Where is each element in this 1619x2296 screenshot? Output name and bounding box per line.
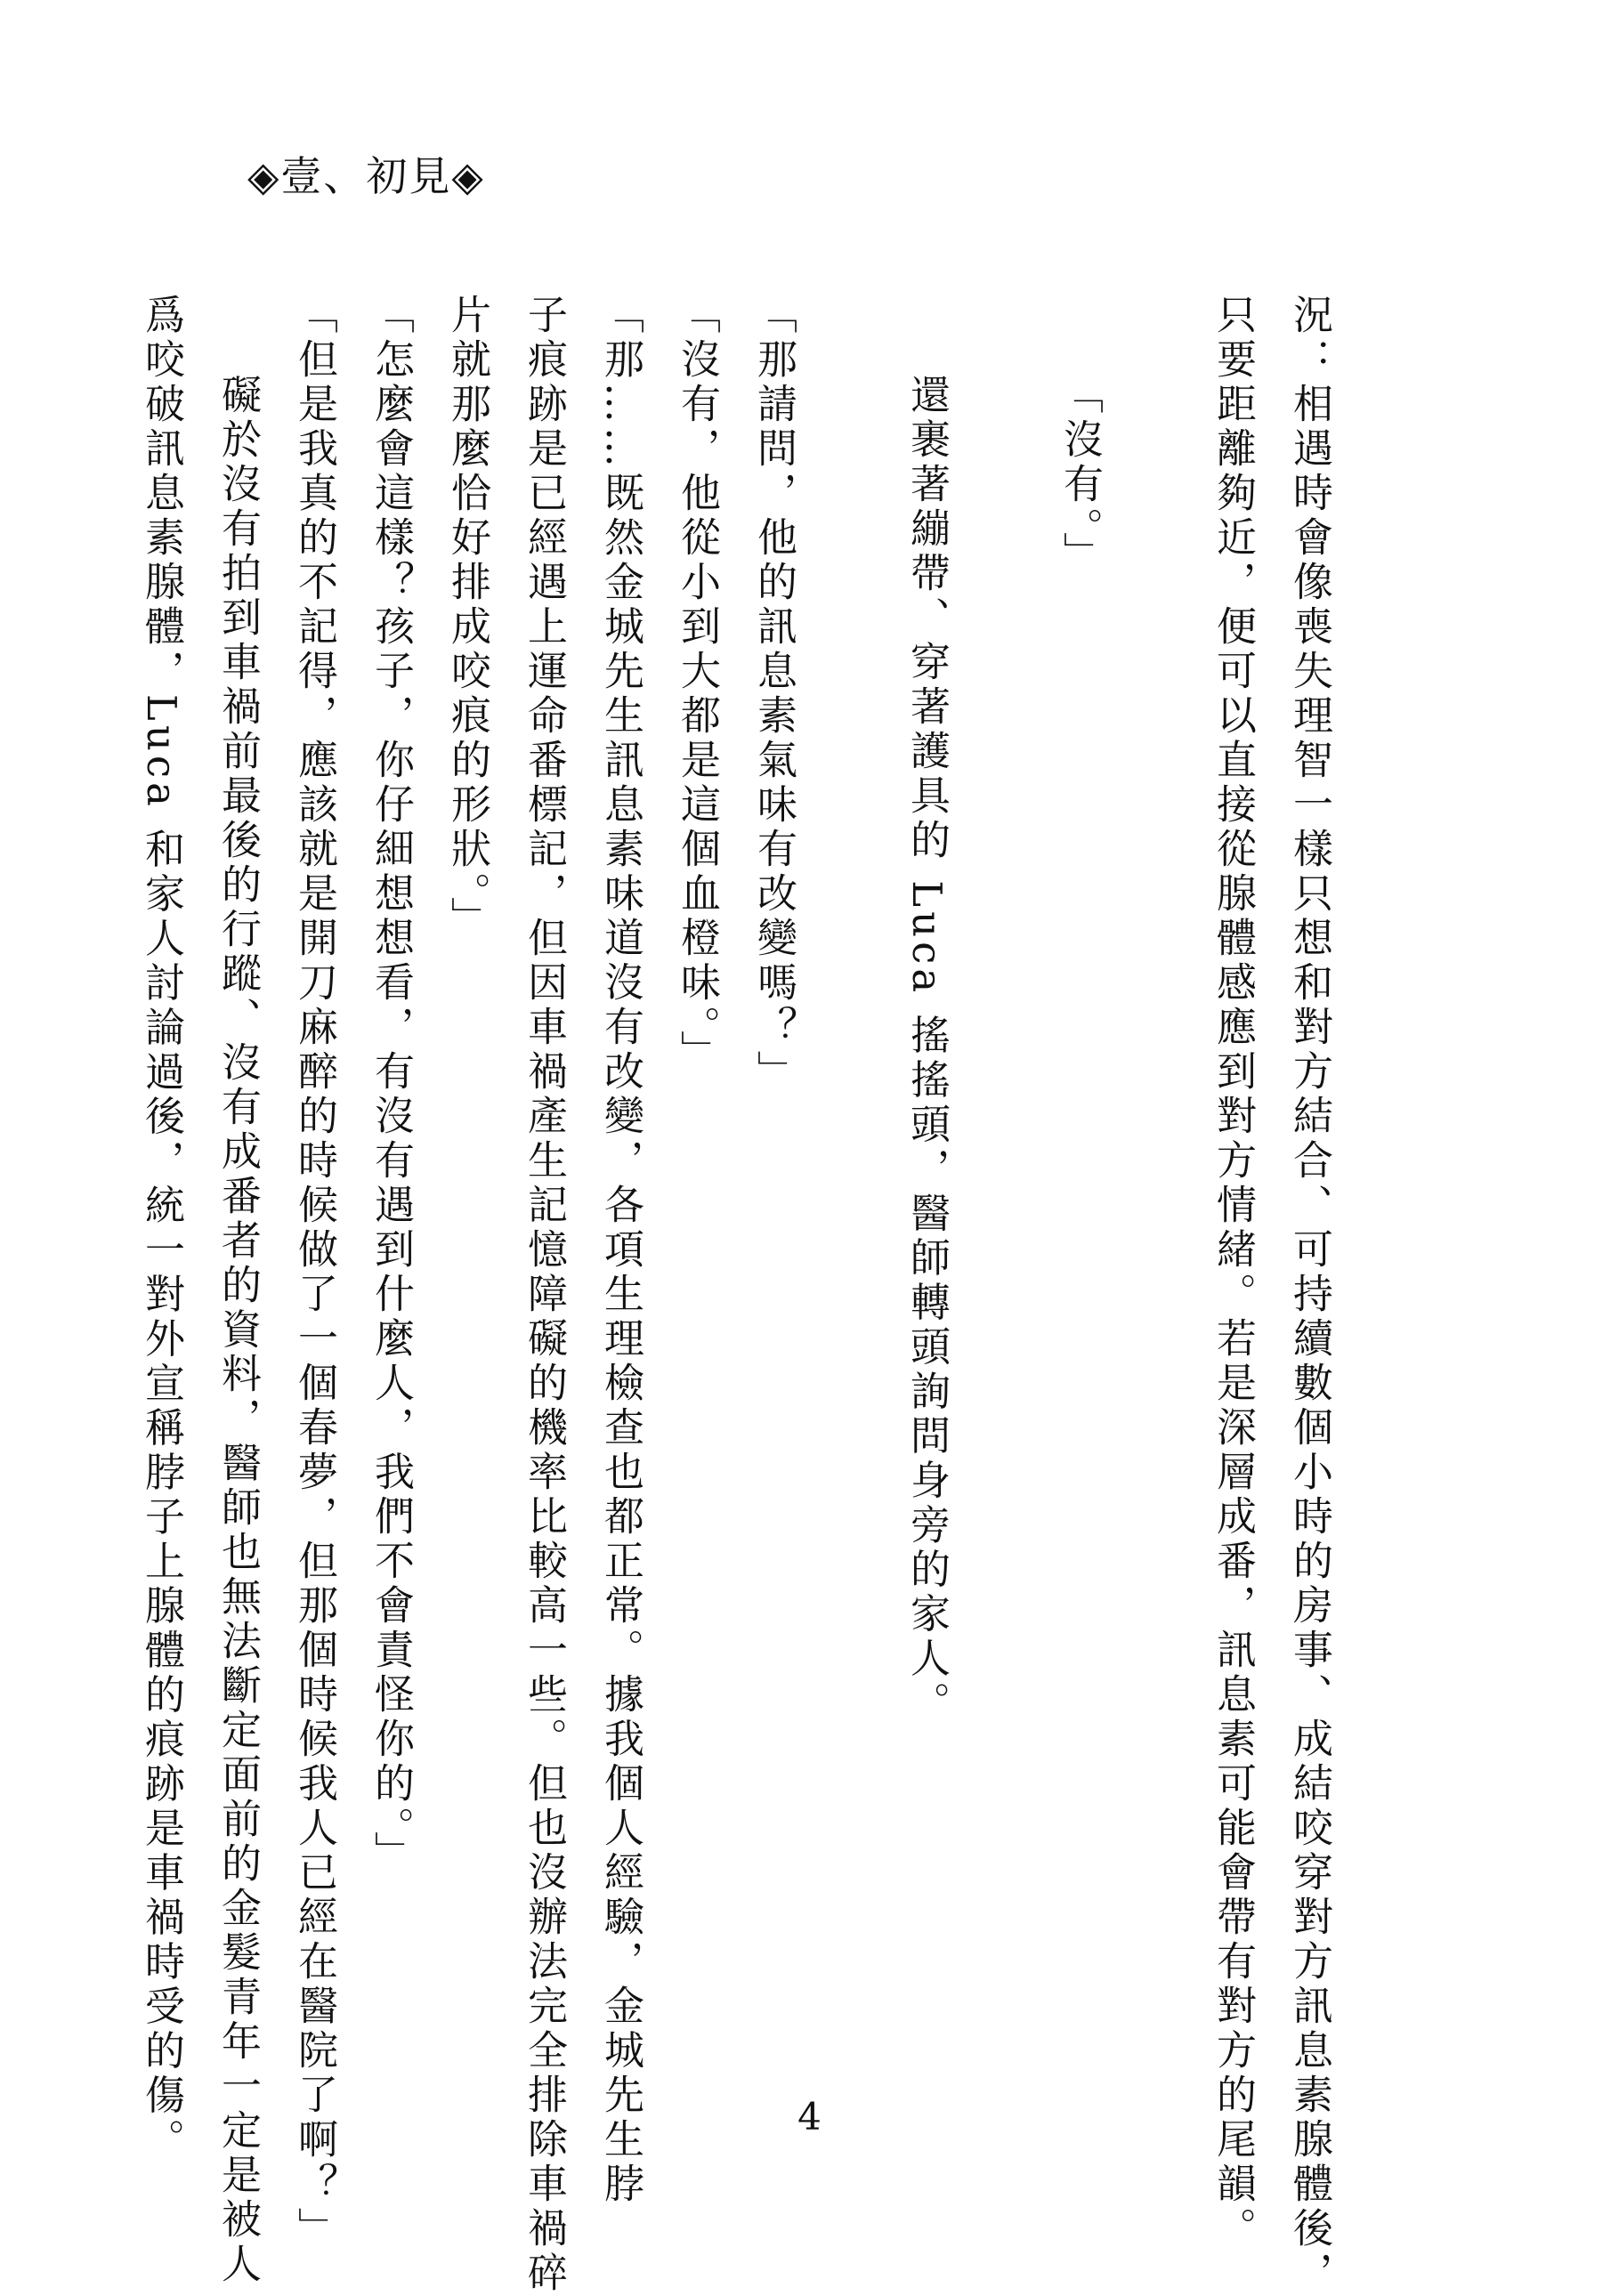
page-number: 4 <box>797 2095 822 2138</box>
paragraph-gap <box>965 294 1041 2038</box>
text-line: 「那請問，他的訊息素氣味有改變嗎？」 <box>750 294 797 1095</box>
text-line: 「沒有。」 <box>1056 374 1104 577</box>
text-line: 「怎麼會這樣？孩子，你仔細想想看，有沒有遇到什麼人，我們不會責怪你的。」 <box>368 294 415 1876</box>
text-line: 況：相遇時會像喪失理智一樣只想和對方結合、可持續數個小時的房事、成結咬穿對方訊息素腺體後， <box>1286 294 1333 2296</box>
text-line: 爲咬破訊息素腺體，Luca 和家人討論過後，統一對外宣稱脖子上腺體的痕跡是車禍時受的傷。 <box>138 294 185 2163</box>
text-line: 子痕跡是已經遇上運命番標記，但因車禍產生記憶障礙的機率比較高一些。但也沒辦法完全排除車禍碎 <box>521 294 568 2296</box>
text-line: 礙於沒有拍到車禍前最後的行蹤、沒有成番者的資料，醫師也無法斷定面前的金髮青年一定是被人 <box>215 374 262 2287</box>
text-line: 還裹著繃帶、穿著護具的 Luca 搖搖頭，醫師轉頭詢問身旁的家人。 <box>903 374 951 1726</box>
paragraph-gap <box>1118 294 1194 2038</box>
text-line: 「但是我真的不記得，應該就是開刀麻醉的時候做了一個春夢，但那個時候我人已經在醫院了啊？」 <box>291 294 338 2252</box>
text-line: 只要距離夠近，便可以直接從腺體感應到對方情緒。若是深層成番，訊息素可能會帶有對方的尾韻。 <box>1210 294 1257 2252</box>
chapter-title: ◈壹、初見◈ <box>247 152 485 200</box>
paragraph-gap <box>812 294 888 2038</box>
vertical-body-text <box>123 294 1348 2296</box>
text-line: 片就那麼恰好排成咬痕的形狀。」 <box>444 294 491 942</box>
text-line: 「沒有，他從小到大都是這個血橙味。」 <box>674 294 721 1075</box>
text-line: 「那……既然金城先生訊息素味道沒有改變，各項生理檢查也都正常。據我個人經驗，金城先生脖 <box>597 294 644 2207</box>
